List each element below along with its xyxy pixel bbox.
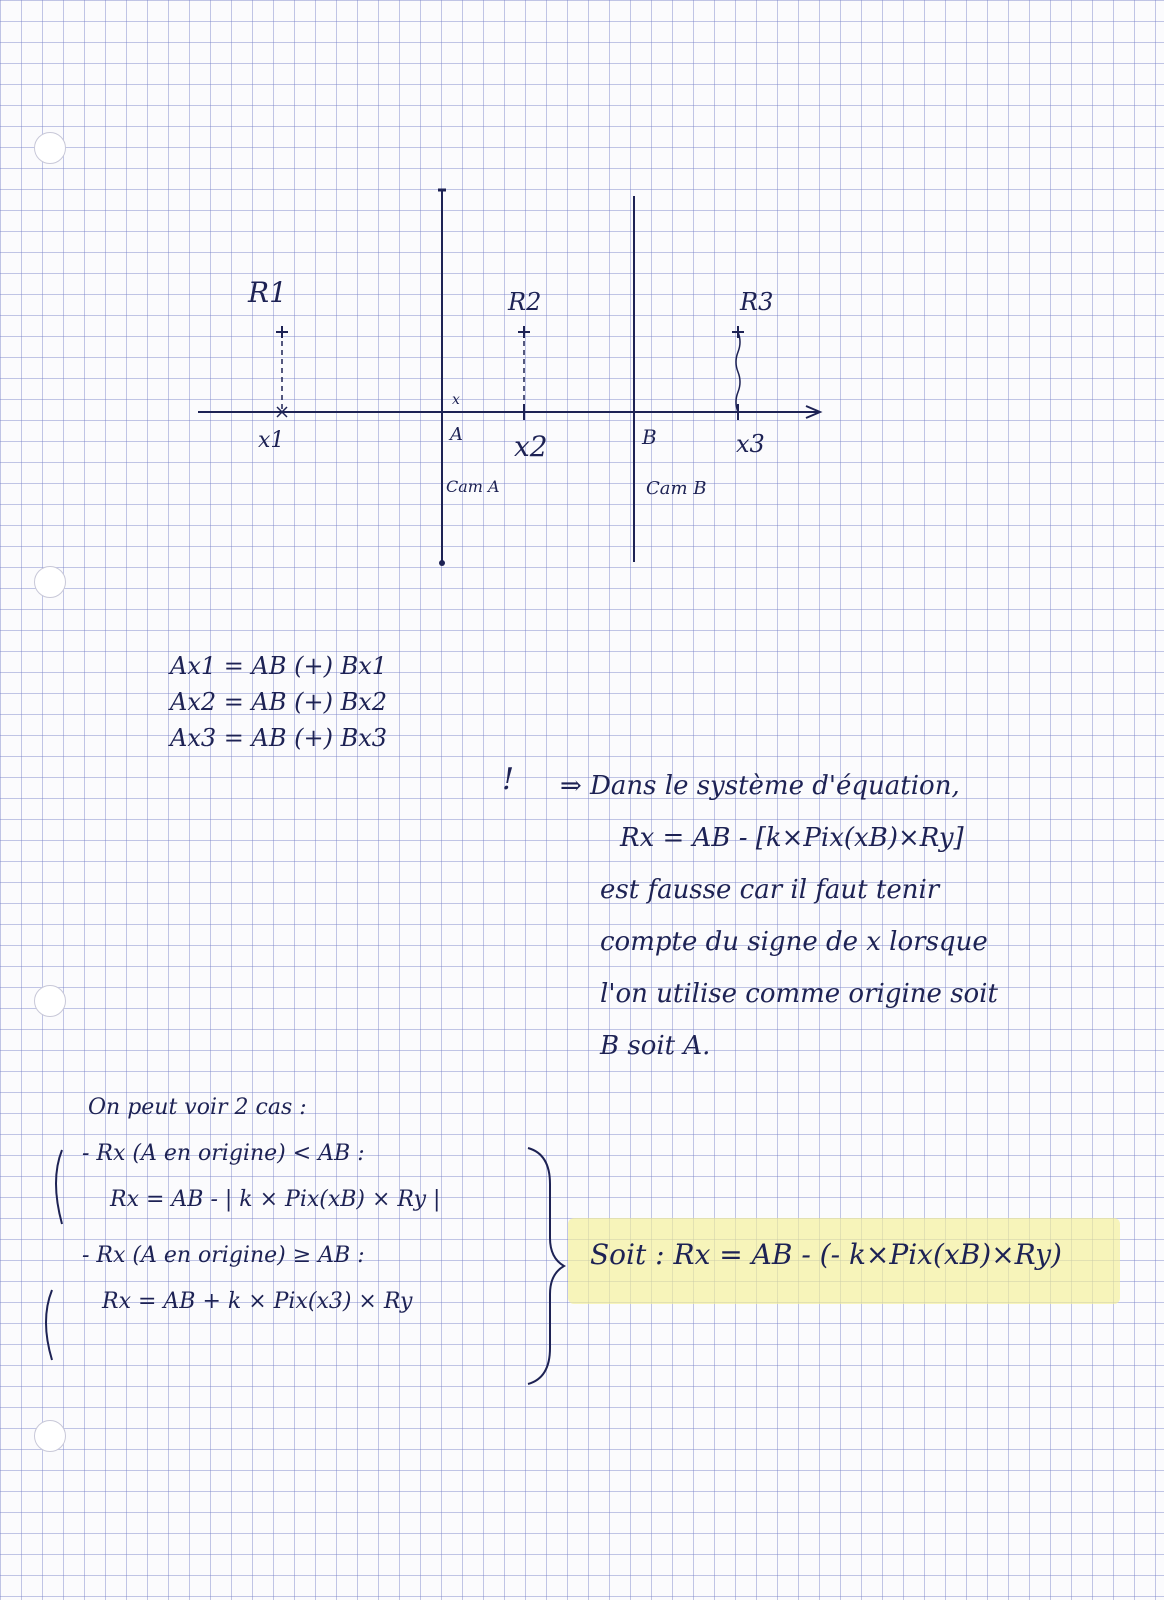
left-paren-case-1	[56, 1150, 62, 1224]
label-r1: R1	[248, 276, 287, 309]
note-line-2: Rx = AB - [k×Pix(xB)×Ry]	[620, 823, 964, 853]
label-r2: R2	[508, 288, 542, 316]
case-1-formula: Rx = AB - | k × Pix(xB) × Ry |	[110, 1187, 441, 1212]
label-x2: x2	[514, 430, 548, 463]
equation-line-3: Ax3 = AB (+) Bx3	[170, 724, 388, 752]
exclamation-mark: !	[502, 762, 515, 797]
label-cam-a: Cam A	[446, 477, 500, 496]
note-line-3: est fausse car il faut tenir	[600, 875, 940, 905]
left-paren-case-2	[46, 1290, 52, 1360]
case-1-condition: - Rx (A en origine) < AB :	[82, 1141, 365, 1166]
note-line-4: compte du signe de x lorsque	[600, 927, 988, 957]
label-point-a: A	[450, 424, 463, 445]
conclusion-formula: Soit : Rx = AB - (- k×Pix(xB)×Ry)	[590, 1238, 1062, 1271]
label-r3: R3	[740, 288, 774, 316]
label-point-b: B	[642, 425, 657, 449]
note-line-5: l'on utilise comme origine soit	[600, 979, 998, 1009]
note-line-6: B soit A.	[600, 1031, 711, 1061]
label-x-axis: x	[452, 392, 460, 408]
label-x1: x1	[258, 428, 285, 453]
note-line-1: ⇒ Dans le système d'équation,	[560, 771, 960, 801]
equation-line-2: Ax2 = AB (+) Bx2	[170, 688, 388, 716]
label-cam-b: Cam B	[646, 478, 707, 499]
case-2-condition: - Rx (A en origine) ≥ AB :	[82, 1243, 365, 1268]
cases-intro: On peut voir 2 cas :	[88, 1095, 307, 1120]
equation-line-1: Ax1 = AB (+) Bx1	[170, 652, 388, 680]
right-curly-brace	[528, 1148, 564, 1384]
case-2-formula: Rx = AB + k × Pix(x3) × Ry	[102, 1289, 413, 1314]
label-x3: x3	[736, 430, 765, 458]
